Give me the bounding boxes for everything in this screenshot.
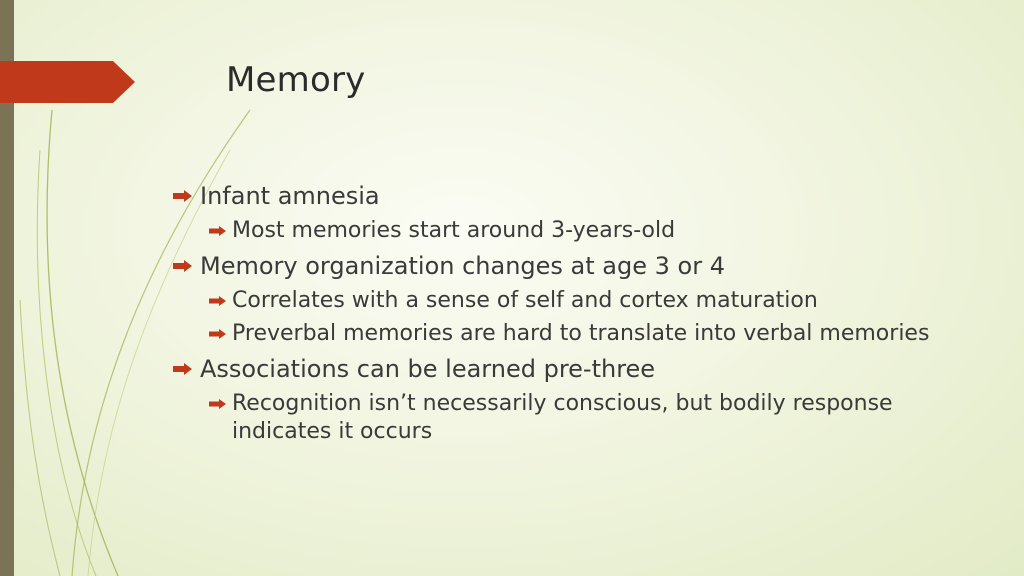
bullet-text: Most memories start around 3-years-old xyxy=(232,218,676,243)
title-accent-arrow xyxy=(0,61,135,103)
bullet-text: Correlates with a sense of self and cortex maturation xyxy=(232,288,818,313)
arrow-bullet-icon xyxy=(208,225,228,237)
arrow-bullet-icon xyxy=(208,328,228,340)
bullet-text: Recognition isn’t necessarily conscious, but bodily response indicates it occurs xyxy=(232,391,893,444)
bullet-level1 xyxy=(172,250,992,282)
arrow-bullet-icon xyxy=(208,295,228,307)
bullet-text: Preverbal memories are hard to translate into verbal memories xyxy=(232,321,930,346)
bullet-level2 xyxy=(208,217,972,245)
bullet-level2 xyxy=(208,390,972,446)
bullet-text: Memory organization changes at age 3 or 4 xyxy=(200,252,725,280)
bullet-level1 xyxy=(172,353,992,385)
slide-title: Memory xyxy=(226,60,366,100)
bullet-text: Infant amnesia xyxy=(200,182,380,210)
arrow-bullet-icon xyxy=(172,189,194,203)
bullet-list xyxy=(172,180,992,451)
arrow-bullet-icon xyxy=(208,398,228,410)
bullet-text: Associations can be learned pre-three xyxy=(200,355,656,383)
bullet-level2 xyxy=(208,287,972,315)
arrow-bullet-icon xyxy=(172,362,194,376)
bullet-level1 xyxy=(172,180,992,212)
arrow-bullet-icon xyxy=(172,259,194,273)
bullet-level2 xyxy=(208,320,972,348)
